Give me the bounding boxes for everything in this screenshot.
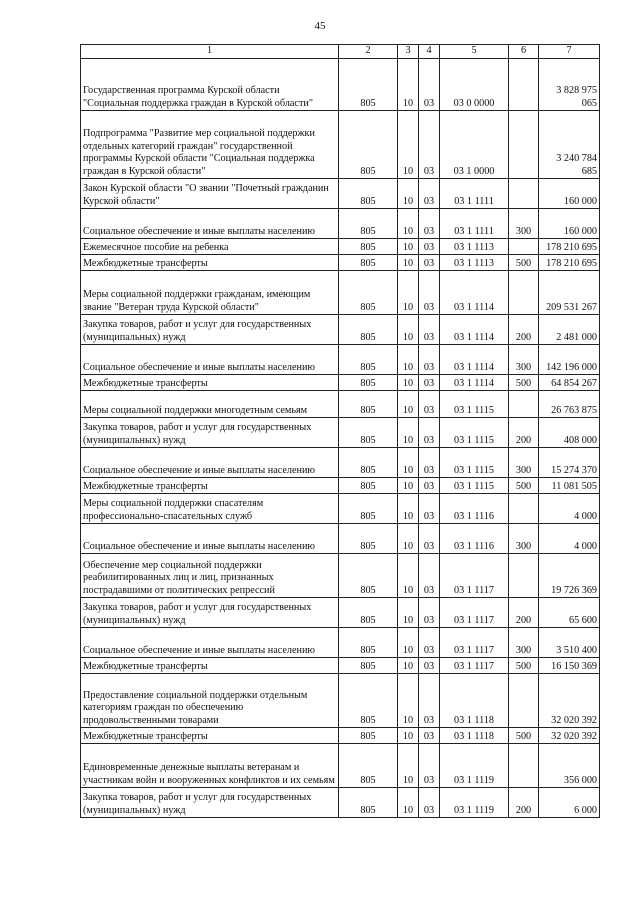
row-value-cell: 15 274 370: [539, 448, 600, 478]
row-value-cell: 300: [509, 448, 539, 478]
row-value-cell: 805: [339, 554, 398, 598]
row-value-cell: 10: [398, 728, 419, 744]
row-value-cell: 03 1 1115: [440, 448, 509, 478]
row-value-cell: 03 1 1117: [440, 658, 509, 674]
row-value-cell: 03 1 1119: [440, 788, 509, 818]
table-row: [81, 658, 600, 674]
row-value-cell: 10: [398, 271, 419, 315]
row-value-cell: 10: [398, 674, 419, 728]
row-value-cell: 805: [339, 744, 398, 788]
table-row: [81, 728, 600, 744]
row-value-cell: 178 210 695: [539, 239, 600, 255]
row-value-cell: 805: [339, 598, 398, 628]
row-value-cell: 300: [509, 209, 539, 239]
row-value-cell: 500: [509, 658, 539, 674]
row-value-cell: 10: [398, 788, 419, 818]
row-value-cell: 03 1 1111: [440, 179, 509, 209]
row-name-cell: Единовременные денежные выплаты ветеранам и участникам войн и вооруженных конфликтов и их семьям: [81, 744, 339, 788]
row-value-cell: [509, 674, 539, 728]
row-name-cell: Ежемесячное пособие на ребенка: [81, 239, 339, 255]
row-value-cell: 3 240 784 685: [539, 111, 600, 179]
header-cell: 7: [539, 45, 600, 59]
row-value-cell: 03: [419, 554, 440, 598]
row-value-cell: 10: [398, 111, 419, 179]
row-value-cell: 178 210 695: [539, 255, 600, 271]
row-value-cell: 805: [339, 209, 398, 239]
row-value-cell: 03 1 1116: [440, 494, 509, 524]
row-name-cell: Меры социальной поддержки гражданам, имеющим звание "Ветеран труда Курской области": [81, 271, 339, 315]
row-value-cell: [509, 391, 539, 418]
row-name-cell: Социальное обеспечение и иные выплаты населению: [81, 628, 339, 658]
table-row: [81, 271, 600, 315]
row-value-cell: 805: [339, 375, 398, 391]
header-cell: 5: [440, 45, 509, 59]
row-value-cell: 03: [419, 111, 440, 179]
table-row: [81, 111, 600, 179]
row-value-cell: 10: [398, 345, 419, 375]
row-value-cell: 03: [419, 271, 440, 315]
row-value-cell: 03 1 1114: [440, 271, 509, 315]
table-row: [81, 59, 600, 111]
row-name-cell: Подпрограмма "Развитие мер социальной поддержки отдельных категорий граждан" государственной программы Курской области "Социальная поддержка граждан в Курской области": [81, 111, 339, 179]
row-value-cell: 805: [339, 345, 398, 375]
row-value-cell: 6 000: [539, 788, 600, 818]
row-value-cell: 300: [509, 524, 539, 554]
header-cell: 2: [339, 45, 398, 59]
table-row: [81, 418, 600, 448]
row-value-cell: 03 1 1114: [440, 345, 509, 375]
row-name-cell: Обеспечение мер социальной поддержки реабилитированных лиц и лиц, признанных пострадавшими от политических репрессий: [81, 554, 339, 598]
row-value-cell: 805: [339, 239, 398, 255]
table-row: [81, 315, 600, 345]
row-value-cell: 500: [509, 728, 539, 744]
row-name-cell: Закон Курской области "О звании "Почетный гражданин Курской области": [81, 179, 339, 209]
row-value-cell: 500: [509, 255, 539, 271]
row-value-cell: 200: [509, 788, 539, 818]
row-value-cell: 03: [419, 345, 440, 375]
row-value-cell: [509, 239, 539, 255]
row-name-cell: Предоставление социальной поддержки отдельным категориям граждан по обеспечению продовольственными товарами: [81, 674, 339, 728]
row-value-cell: 2 481 000: [539, 315, 600, 345]
row-value-cell: 805: [339, 478, 398, 494]
table-row: [81, 598, 600, 628]
row-value-cell: 03 1 1117: [440, 598, 509, 628]
row-value-cell: 03: [419, 59, 440, 111]
row-value-cell: 03 1 1115: [440, 391, 509, 418]
row-name-cell: Межбюджетные трансферты: [81, 478, 339, 494]
row-value-cell: 10: [398, 391, 419, 418]
table-row: [81, 209, 600, 239]
row-value-cell: 16 150 369: [539, 658, 600, 674]
row-value-cell: 805: [339, 391, 398, 418]
row-value-cell: 805: [339, 658, 398, 674]
row-value-cell: 10: [398, 179, 419, 209]
row-value-cell: 805: [339, 448, 398, 478]
row-value-cell: 26 763 875: [539, 391, 600, 418]
row-value-cell: 805: [339, 255, 398, 271]
row-value-cell: 805: [339, 494, 398, 524]
row-value-cell: 805: [339, 674, 398, 728]
row-value-cell: 142 196 000: [539, 345, 600, 375]
row-value-cell: 03: [419, 744, 440, 788]
row-value-cell: 10: [398, 524, 419, 554]
row-value-cell: 03 1 1117: [440, 554, 509, 598]
row-value-cell: [509, 494, 539, 524]
table-header-row: [81, 45, 600, 59]
row-value-cell: 03 1 0000: [440, 111, 509, 179]
row-value-cell: 300: [509, 628, 539, 658]
table-row: [81, 524, 600, 554]
table-row: [81, 744, 600, 788]
row-value-cell: 356 000: [539, 744, 600, 788]
row-value-cell: 300: [509, 345, 539, 375]
row-name-cell: Государственная программа Курской области "Социальная поддержка граждан в Курской области": [81, 59, 339, 111]
row-value-cell: [509, 179, 539, 209]
row-value-cell: [509, 59, 539, 111]
table-row: [81, 788, 600, 818]
row-name-cell: Закупка товаров, работ и услуг для государственных (муниципальных) нужд: [81, 418, 339, 448]
row-name-cell: Закупка товаров, работ и услуг для государственных (муниципальных) нужд: [81, 315, 339, 345]
row-value-cell: 03: [419, 391, 440, 418]
row-value-cell: 805: [339, 524, 398, 554]
row-value-cell: 03: [419, 179, 440, 209]
row-value-cell: 03 1 1113: [440, 255, 509, 271]
row-value-cell: 805: [339, 179, 398, 209]
row-value-cell: 805: [339, 788, 398, 818]
row-value-cell: 03 1 1114: [440, 375, 509, 391]
table-row: [81, 478, 600, 494]
row-value-cell: 805: [339, 728, 398, 744]
row-value-cell: 10: [398, 744, 419, 788]
row-value-cell: 03 1 1119: [440, 744, 509, 788]
table-row: [81, 494, 600, 524]
row-value-cell: 500: [509, 375, 539, 391]
row-value-cell: 10: [398, 628, 419, 658]
row-value-cell: 03: [419, 239, 440, 255]
row-value-cell: 10: [398, 418, 419, 448]
row-value-cell: 64 854 267: [539, 375, 600, 391]
row-value-cell: 10: [398, 239, 419, 255]
row-value-cell: 03: [419, 728, 440, 744]
row-value-cell: 408 000: [539, 418, 600, 448]
row-name-cell: Закупка товаров, работ и услуг для государственных (муниципальных) нужд: [81, 598, 339, 628]
row-value-cell: 10: [398, 315, 419, 345]
row-value-cell: 03: [419, 448, 440, 478]
row-value-cell: 03 1 1116: [440, 524, 509, 554]
row-name-cell: Межбюджетные трансферты: [81, 728, 339, 744]
row-value-cell: 03 1 1115: [440, 418, 509, 448]
row-value-cell: 03: [419, 628, 440, 658]
row-value-cell: 10: [398, 658, 419, 674]
row-value-cell: 19 726 369: [539, 554, 600, 598]
row-value-cell: [509, 271, 539, 315]
header-cell: 6: [509, 45, 539, 59]
table-row: [81, 179, 600, 209]
row-value-cell: 805: [339, 271, 398, 315]
row-value-cell: 805: [339, 315, 398, 345]
row-value-cell: 500: [509, 478, 539, 494]
row-value-cell: 10: [398, 255, 419, 271]
row-value-cell: 200: [509, 315, 539, 345]
row-value-cell: 160 000: [539, 179, 600, 209]
row-value-cell: 10: [398, 554, 419, 598]
row-value-cell: 10: [398, 448, 419, 478]
row-value-cell: 03 1 1117: [440, 628, 509, 658]
row-value-cell: 11 081 505: [539, 478, 600, 494]
row-value-cell: 3 510 400: [539, 628, 600, 658]
row-value-cell: 32 020 392: [539, 674, 600, 728]
row-value-cell: 32 020 392: [539, 728, 600, 744]
row-value-cell: 03: [419, 658, 440, 674]
row-value-cell: 03: [419, 598, 440, 628]
row-value-cell: 10: [398, 59, 419, 111]
row-value-cell: 10: [398, 598, 419, 628]
row-value-cell: 03: [419, 494, 440, 524]
row-value-cell: 03 1 1111: [440, 209, 509, 239]
row-name-cell: Меры социальной поддержки спасателям профессионально-спасательных служб: [81, 494, 339, 524]
row-value-cell: 4 000: [539, 494, 600, 524]
row-value-cell: 200: [509, 418, 539, 448]
row-value-cell: 03: [419, 255, 440, 271]
row-name-cell: Межбюджетные трансферты: [81, 255, 339, 271]
row-value-cell: 03: [419, 375, 440, 391]
row-value-cell: 65 600: [539, 598, 600, 628]
row-value-cell: 03: [419, 788, 440, 818]
row-value-cell: 03 1 1114: [440, 315, 509, 345]
row-value-cell: [509, 744, 539, 788]
row-value-cell: [509, 554, 539, 598]
row-value-cell: 805: [339, 628, 398, 658]
row-value-cell: 805: [339, 111, 398, 179]
header-cell: 1: [81, 45, 339, 59]
row-value-cell: 10: [398, 478, 419, 494]
row-value-cell: 03: [419, 315, 440, 345]
row-value-cell: 03: [419, 418, 440, 448]
header-cell: 4: [419, 45, 440, 59]
row-value-cell: 03 1 1118: [440, 728, 509, 744]
row-name-cell: Социальное обеспечение и иные выплаты населению: [81, 345, 339, 375]
row-value-cell: 200: [509, 598, 539, 628]
row-value-cell: 209 531 267: [539, 271, 600, 315]
row-value-cell: 03: [419, 524, 440, 554]
table-row: [81, 345, 600, 375]
row-value-cell: 160 000: [539, 209, 600, 239]
row-name-cell: Социальное обеспечение и иные выплаты населению: [81, 524, 339, 554]
header-cell: 3: [398, 45, 419, 59]
row-name-cell: Социальное обеспечение и иные выплаты населению: [81, 209, 339, 239]
row-value-cell: 10: [398, 375, 419, 391]
page-number: 45: [314, 20, 326, 32]
table-row: [81, 255, 600, 271]
row-value-cell: 03 1 1113: [440, 239, 509, 255]
row-value-cell: [509, 111, 539, 179]
row-value-cell: 03: [419, 209, 440, 239]
table-row: [81, 554, 600, 598]
row-value-cell: 4 000: [539, 524, 600, 554]
budget-table: [80, 44, 600, 818]
row-value-cell: 03 1 1118: [440, 674, 509, 728]
row-name-cell: Межбюджетные трансферты: [81, 375, 339, 391]
table-row: [81, 448, 600, 478]
row-value-cell: 10: [398, 209, 419, 239]
table-row: [81, 239, 600, 255]
row-value-cell: 10: [398, 494, 419, 524]
row-value-cell: 805: [339, 418, 398, 448]
row-name-cell: Социальное обеспечение и иные выплаты населению: [81, 448, 339, 478]
row-value-cell: 03 0 0000: [440, 59, 509, 111]
row-name-cell: Межбюджетные трансферты: [81, 658, 339, 674]
row-value-cell: 03 1 1115: [440, 478, 509, 494]
row-name-cell: Меры социальной поддержки многодетным семьям: [81, 391, 339, 418]
table-row: [81, 391, 600, 418]
table-row: [81, 674, 600, 728]
table-row: [81, 375, 600, 391]
row-value-cell: 03: [419, 674, 440, 728]
row-value-cell: 03: [419, 478, 440, 494]
table-row: [81, 628, 600, 658]
row-value-cell: 3 828 975 065: [539, 59, 600, 111]
row-name-cell: Закупка товаров, работ и услуг для государственных (муниципальных) нужд: [81, 788, 339, 818]
row-value-cell: 805: [339, 59, 398, 111]
